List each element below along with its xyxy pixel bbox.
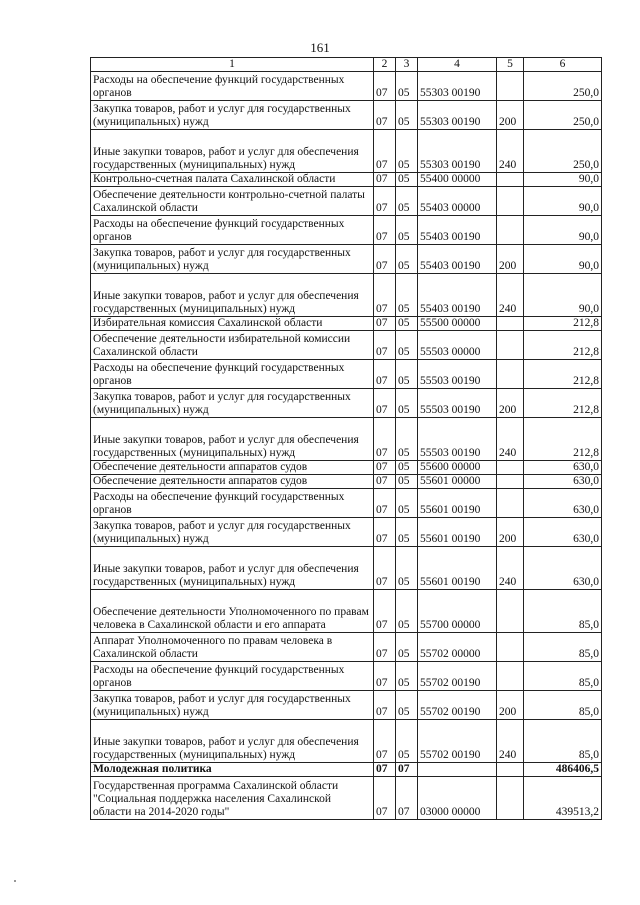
row-section-cell: 07 [374, 691, 396, 720]
row-name-cell: Иные закупки товаров, работ и услуг для обеспечения государственных (муниципальных) нужд [91, 274, 374, 317]
row-name-cell: Контрольно-счетная палата Сахалинской области [91, 173, 374, 187]
row-expense-type-cell [497, 489, 524, 518]
row-sum-cell: 85,0 [524, 662, 602, 691]
table-row [91, 691, 602, 720]
table-row [91, 662, 602, 691]
row-section-cell: 07 [374, 418, 396, 461]
row-expense-type-cell: 200 [497, 389, 524, 418]
table-row [91, 187, 602, 216]
row-expense-type-cell [497, 331, 524, 360]
row-target-article-cell: 55702 00000 [418, 633, 497, 662]
row-name-cell: Обеспечение деятельности аппаратов судов [91, 475, 374, 489]
table-row [91, 633, 602, 662]
table-row [91, 72, 602, 101]
row-name-cell: Избирательная комиссия Сахалинской области [91, 317, 374, 331]
row-subsection-cell: 05 [396, 461, 418, 475]
row-target-article-cell: 55303 00190 [418, 130, 497, 173]
row-expense-type-cell [497, 777, 524, 820]
row-target-article-cell: 55503 00190 [418, 389, 497, 418]
row-expense-type-cell [497, 187, 524, 216]
row-expense-type-cell [497, 360, 524, 389]
row-sum-cell: 212,8 [524, 389, 602, 418]
row-expense-type-cell: 240 [497, 274, 524, 317]
table-row [91, 475, 602, 489]
row-subsection-cell: 05 [396, 547, 418, 590]
table-row [91, 720, 602, 763]
row-expense-type-cell [497, 317, 524, 331]
table-row [91, 360, 602, 389]
row-target-article-cell: 55503 00190 [418, 360, 497, 389]
row-sum-cell: 85,0 [524, 691, 602, 720]
row-target-article-cell [418, 763, 497, 777]
row-name-cell: Иные закупки товаров, работ и услуг для обеспечения государственных (муниципальных) нужд [91, 720, 374, 763]
row-subsection-cell: 05 [396, 130, 418, 173]
table-row [91, 331, 602, 360]
row-sum-cell: 85,0 [524, 720, 602, 763]
row-subsection-cell: 07 [396, 763, 418, 777]
scan-speck [14, 880, 16, 882]
row-target-article-cell: 55403 00190 [418, 216, 497, 245]
row-section-cell: 07 [374, 777, 396, 820]
table-row [91, 518, 602, 547]
row-sum-cell: 85,0 [524, 590, 602, 633]
row-expense-type-cell [497, 633, 524, 662]
row-expense-type-cell [497, 590, 524, 633]
row-expense-type-cell: 240 [497, 547, 524, 590]
row-section-cell: 07 [374, 245, 396, 274]
row-section-cell: 07 [374, 475, 396, 489]
row-section-cell: 07 [374, 72, 396, 101]
row-sum-cell: 212,8 [524, 360, 602, 389]
row-subsection-cell: 05 [396, 173, 418, 187]
row-name-cell: Расходы на обеспечение функций государственных органов [91, 662, 374, 691]
row-subsection-cell: 05 [396, 590, 418, 633]
table-row [91, 389, 602, 418]
row-subsection-cell: 05 [396, 633, 418, 662]
row-section-cell: 07 [374, 274, 396, 317]
row-subsection-cell: 05 [396, 475, 418, 489]
row-expense-type-cell: 240 [497, 130, 524, 173]
column-header-6: 6 [524, 58, 602, 72]
row-section-cell: 07 [374, 331, 396, 360]
row-name-cell: Обеспечение деятельности контрольно-счетной палаты Сахалинской области [91, 187, 374, 216]
table-row [91, 489, 602, 518]
row-target-article-cell: 55403 00000 [418, 187, 497, 216]
row-subsection-cell: 05 [396, 360, 418, 389]
row-sum-cell: 90,0 [524, 274, 602, 317]
row-subsection-cell: 05 [396, 101, 418, 130]
row-sum-cell: 250,0 [524, 72, 602, 101]
row-sum-cell: 250,0 [524, 130, 602, 173]
row-target-article-cell: 55702 00190 [418, 720, 497, 763]
row-subsection-cell: 05 [396, 418, 418, 461]
row-sum-cell: 486406,5 [524, 763, 602, 777]
row-section-cell: 07 [374, 389, 396, 418]
column-header-3: 3 [396, 58, 418, 72]
row-sum-cell: 90,0 [524, 187, 602, 216]
row-target-article-cell: 55601 00190 [418, 518, 497, 547]
row-section-cell: 07 [374, 130, 396, 173]
row-name-cell: Закупка товаров, работ и услуг для государственных (муниципальных) нужд [91, 101, 374, 130]
row-section-cell: 07 [374, 461, 396, 475]
row-subsection-cell: 05 [396, 274, 418, 317]
row-subsection-cell: 05 [396, 389, 418, 418]
row-sum-cell: 212,8 [524, 317, 602, 331]
row-expense-type-cell: 200 [497, 518, 524, 547]
row-sum-cell: 90,0 [524, 173, 602, 187]
row-subsection-cell: 05 [396, 216, 418, 245]
row-subsection-cell: 05 [396, 489, 418, 518]
row-subsection-cell: 05 [396, 662, 418, 691]
row-name-cell: Расходы на обеспечение функций государственных органов [91, 360, 374, 389]
row-target-article-cell: 55503 00190 [418, 418, 497, 461]
row-name-cell: Расходы на обеспечение функций государственных органов [91, 216, 374, 245]
row-target-article-cell: 55403 00190 [418, 274, 497, 317]
row-name-cell: Иные закупки товаров, работ и услуг для обеспечения государственных (муниципальных) нужд [91, 547, 374, 590]
table-row [91, 101, 602, 130]
row-sum-cell: 85,0 [524, 633, 602, 662]
row-sum-cell: 630,0 [524, 489, 602, 518]
column-header-1: 1 [91, 58, 374, 72]
row-target-article-cell: 55400 00000 [418, 173, 497, 187]
row-name-cell: Расходы на обеспечение функций государственных органов [91, 72, 374, 101]
row-expense-type-cell [497, 763, 524, 777]
row-target-article-cell: 55303 00190 [418, 72, 497, 101]
table-row [91, 274, 602, 317]
row-sum-cell: 212,8 [524, 418, 602, 461]
row-target-article-cell: 55600 00000 [418, 461, 497, 475]
row-name-cell: Закупка товаров, работ и услуг для государственных (муниципальных) нужд [91, 245, 374, 274]
row-sum-cell: 90,0 [524, 216, 602, 245]
table-row [91, 173, 602, 187]
row-sum-cell: 439513,2 [524, 777, 602, 820]
row-subsection-cell: 05 [396, 331, 418, 360]
row-target-article-cell: 55601 00190 [418, 547, 497, 590]
column-header-5: 5 [497, 58, 524, 72]
row-section-cell: 07 [374, 317, 396, 331]
row-subsection-cell: 05 [396, 691, 418, 720]
row-name-cell: Иные закупки товаров, работ и услуг для обеспечения государственных (муниципальных) нужд [91, 418, 374, 461]
row-target-article-cell: 55500 00000 [418, 317, 497, 331]
row-expense-type-cell [497, 216, 524, 245]
row-name-cell: Иные закупки товаров, работ и услуг для обеспечения государственных (муниципальных) нужд [91, 130, 374, 173]
row-expense-type-cell: 240 [497, 720, 524, 763]
row-target-article-cell: 55403 00190 [418, 245, 497, 274]
table-row [91, 418, 602, 461]
row-expense-type-cell [497, 173, 524, 187]
table-row [91, 763, 602, 777]
budget-table [90, 57, 602, 820]
row-subsection-cell: 05 [396, 72, 418, 101]
row-expense-type-cell: 200 [497, 101, 524, 130]
column-header-2: 2 [374, 58, 396, 72]
row-target-article-cell: 55702 00190 [418, 691, 497, 720]
row-target-article-cell: 55700 00000 [418, 590, 497, 633]
row-expense-type-cell: 200 [497, 691, 524, 720]
row-sum-cell: 90,0 [524, 245, 602, 274]
row-target-article-cell: 55503 00000 [418, 331, 497, 360]
row-sum-cell: 212,8 [524, 331, 602, 360]
row-name-cell: Обеспечение деятельности аппаратов судов [91, 461, 374, 475]
column-header-4: 4 [418, 58, 497, 72]
row-section-cell: 07 [374, 187, 396, 216]
row-name-cell: Аппарат Уполномоченного по правам человека в Сахалинской области [91, 633, 374, 662]
table-row [91, 547, 602, 590]
row-expense-type-cell: 240 [497, 418, 524, 461]
row-sum-cell: 630,0 [524, 461, 602, 475]
row-section-cell: 07 [374, 720, 396, 763]
row-section-cell: 07 [374, 216, 396, 245]
row-subsection-cell: 05 [396, 245, 418, 274]
row-subsection-cell: 05 [396, 518, 418, 547]
row-subsection-cell: 05 [396, 187, 418, 216]
row-name-cell: Обеспечение деятельности избирательной комиссии Сахалинской области [91, 331, 374, 360]
row-expense-type-cell [497, 662, 524, 691]
row-section-cell: 07 [374, 590, 396, 633]
row-expense-type-cell [497, 461, 524, 475]
row-section-cell: 07 [374, 101, 396, 130]
table-header-row [91, 58, 602, 72]
row-target-article-cell: 03000 00000 [418, 777, 497, 820]
row-section-cell: 07 [374, 547, 396, 590]
row-expense-type-cell [497, 475, 524, 489]
row-subsection-cell: 05 [396, 720, 418, 763]
row-sum-cell: 630,0 [524, 475, 602, 489]
row-subsection-cell: 07 [396, 777, 418, 820]
row-section-cell: 07 [374, 360, 396, 389]
row-expense-type-cell: 200 [497, 245, 524, 274]
row-expense-type-cell [497, 72, 524, 101]
row-name-cell: Государственная программа Сахалинской области "Социальная поддержка населения Сахалинской области на 2014-2020 годы" [91, 777, 374, 820]
row-sum-cell: 630,0 [524, 518, 602, 547]
page-number: 161 [310, 40, 330, 55]
row-section-cell: 07 [374, 173, 396, 187]
row-section-cell: 07 [374, 489, 396, 518]
row-name-cell: Закупка товаров, работ и услуг для государственных (муниципальных) нужд [91, 518, 374, 547]
row-section-cell: 07 [374, 518, 396, 547]
table-row [91, 590, 602, 633]
row-name-cell: Расходы на обеспечение функций государственных органов [91, 489, 374, 518]
row-section-cell: 07 [374, 662, 396, 691]
table-row [91, 245, 602, 274]
table-row [91, 461, 602, 475]
budget-table-body [91, 58, 602, 820]
row-section-cell: 07 [374, 633, 396, 662]
table-row [91, 777, 602, 820]
row-target-article-cell: 55702 00190 [418, 662, 497, 691]
row-target-article-cell: 55601 00000 [418, 475, 497, 489]
row-name-cell: Обеспечение деятельности Уполномоченного по правам человека в Сахалинской области и его аппарата [91, 590, 374, 633]
row-subsection-cell: 05 [396, 317, 418, 331]
row-section-cell: 07 [374, 763, 396, 777]
row-target-article-cell: 55303 00190 [418, 101, 497, 130]
table-row [91, 130, 602, 173]
table-row [91, 317, 602, 331]
row-sum-cell: 250,0 [524, 101, 602, 130]
row-name-cell: Закупка товаров, работ и услуг для государственных (муниципальных) нужд [91, 389, 374, 418]
row-sum-cell: 630,0 [524, 547, 602, 590]
row-name-cell: Молодежная политика [91, 763, 374, 777]
row-name-cell: Закупка товаров, работ и услуг для государственных (муниципальных) нужд [91, 691, 374, 720]
table-row [91, 216, 602, 245]
row-target-article-cell: 55601 00190 [418, 489, 497, 518]
